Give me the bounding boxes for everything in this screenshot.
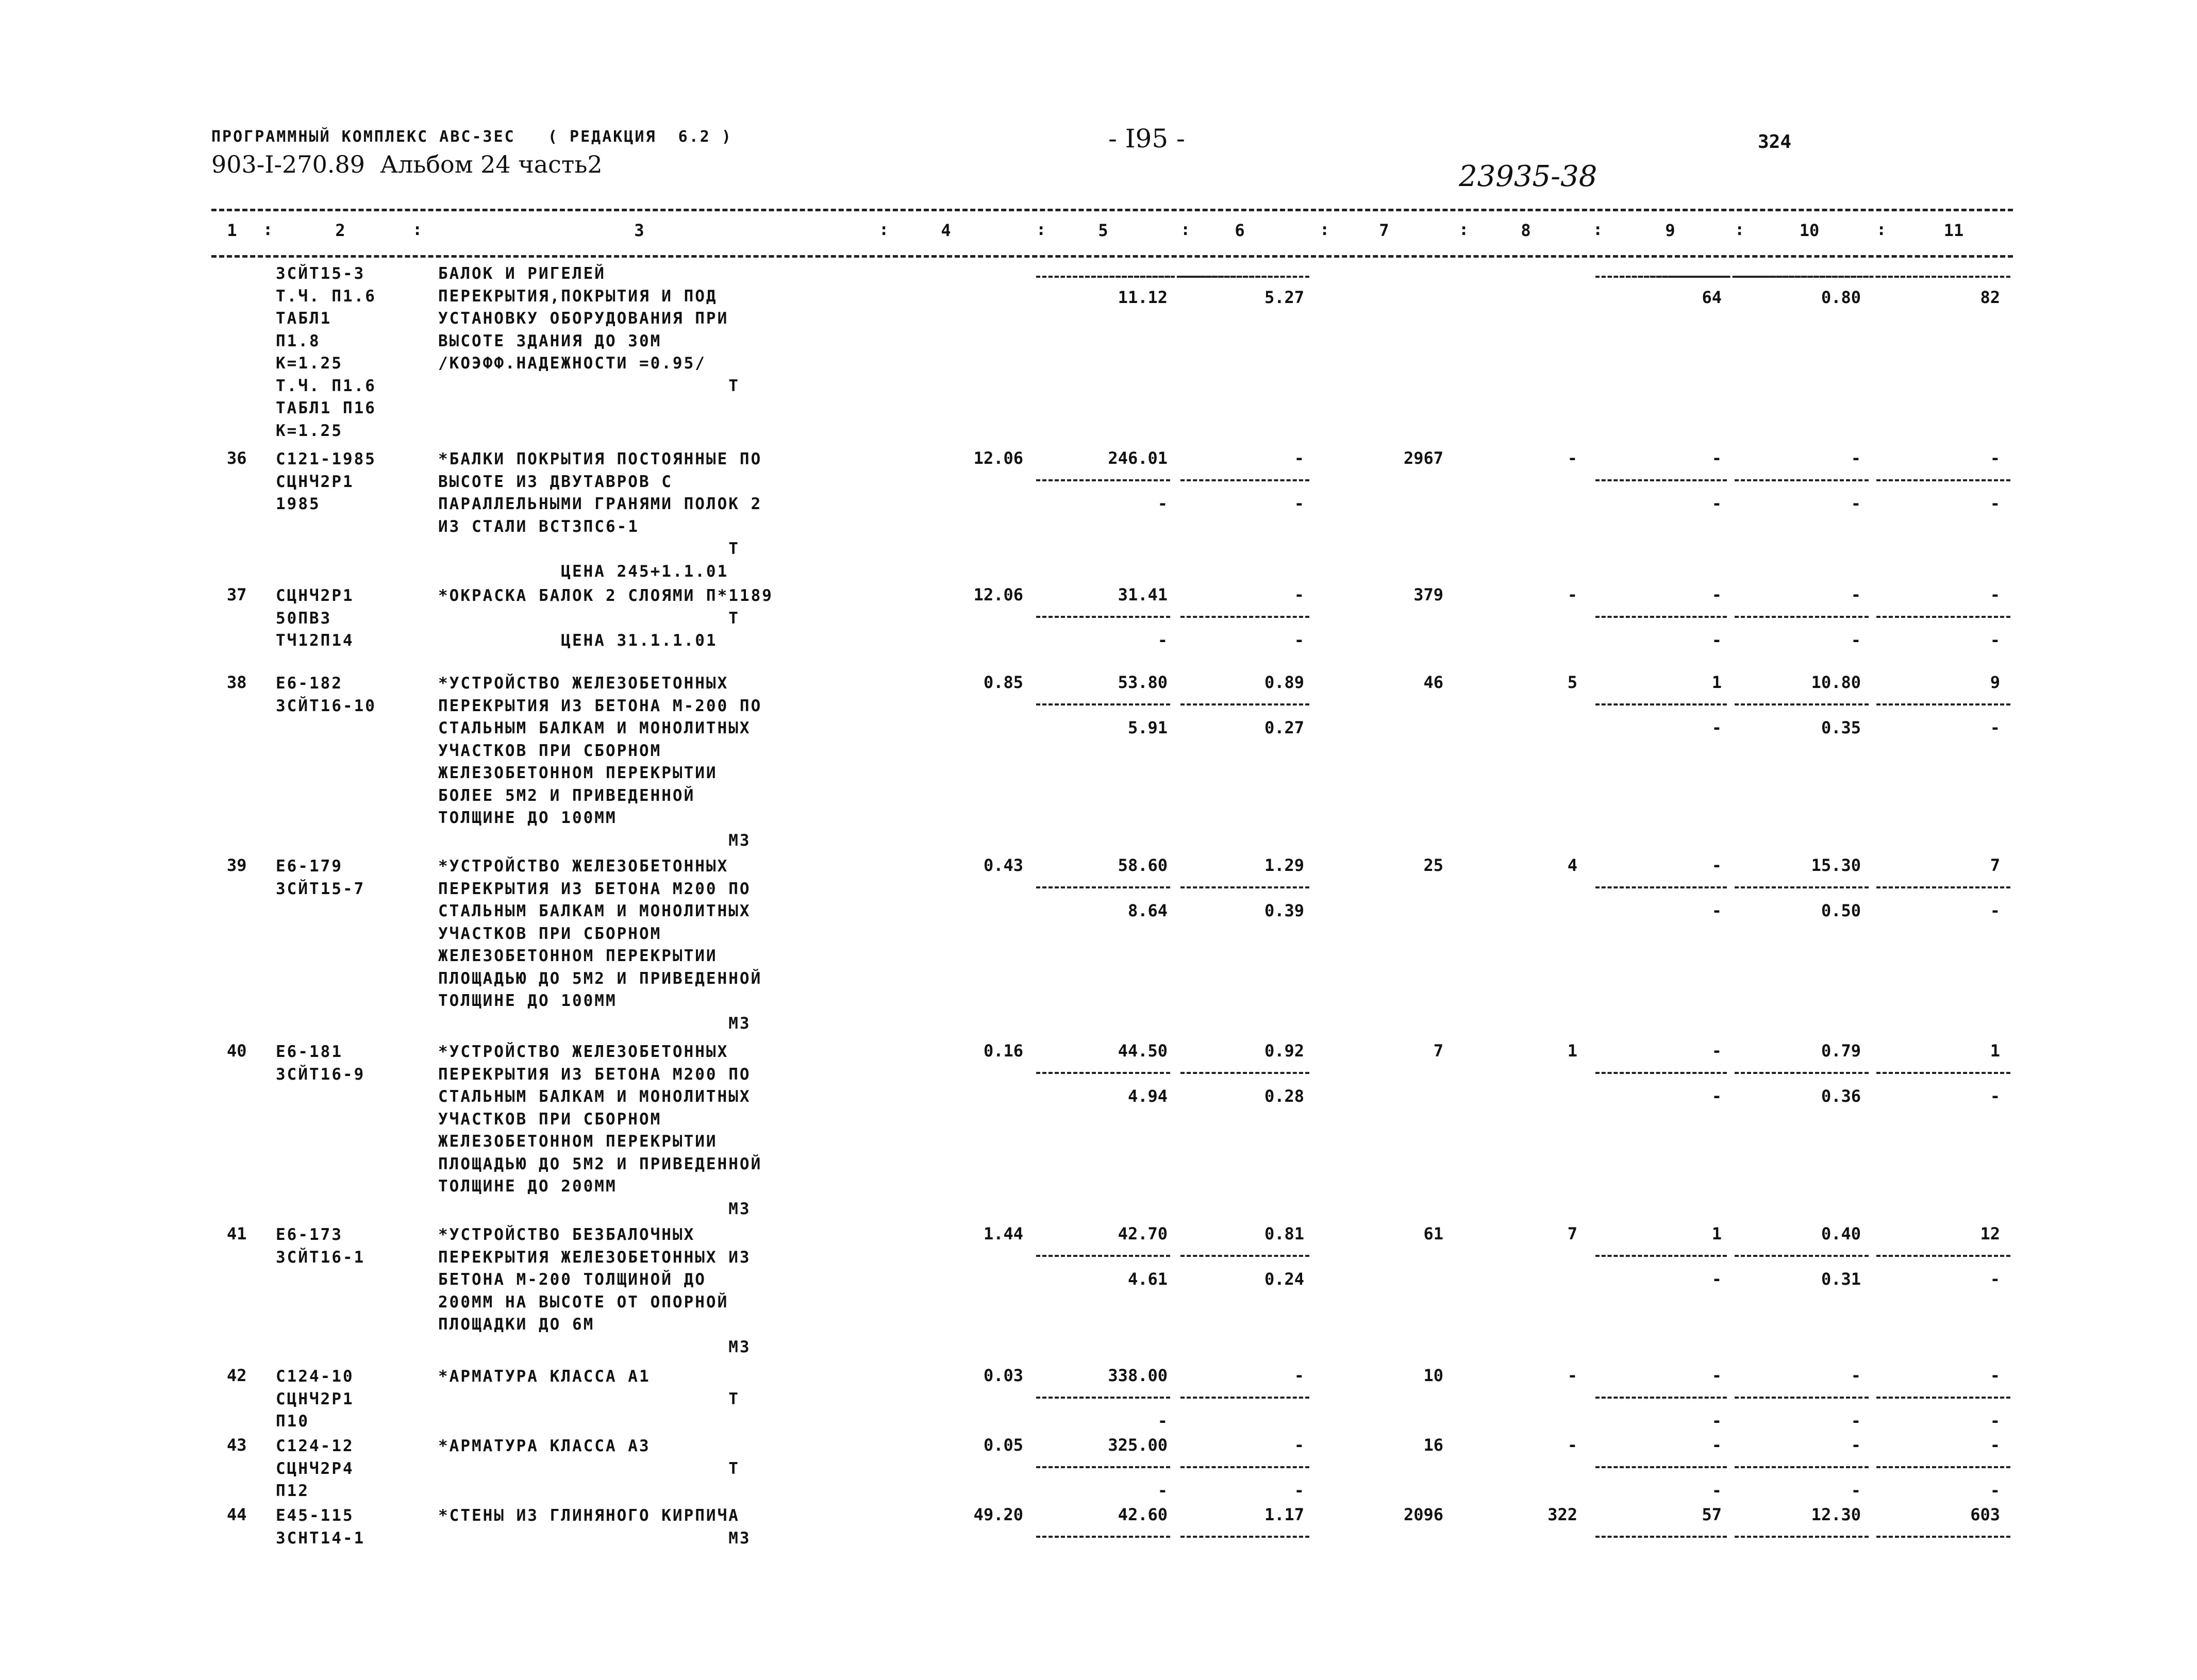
labor-machine-total-cell: - [1990, 630, 2000, 650]
labor-unit-cell: - [1851, 1366, 1861, 1385]
unit-cost-cell: 338.00 [1108, 1366, 1168, 1385]
column-number: 9 [1665, 221, 1675, 240]
machine-wages-total-cell: - [1711, 1411, 1722, 1431]
quantity-cell: 12.06 [973, 585, 1023, 604]
quantity-cell: 0.05 [983, 1435, 1023, 1455]
subtotal-rule [1595, 1466, 1727, 1468]
labor-total-cell: - [1990, 448, 2000, 468]
quantity-cell: 0.85 [983, 673, 1023, 692]
machine-wage-cell: 5.27 [1264, 288, 1304, 307]
column-separator: : [1320, 220, 1330, 239]
column-separator: : [879, 220, 889, 239]
column-number: 1 [227, 221, 237, 240]
machine-cost-cell: - [1294, 1435, 1304, 1455]
subtotal-rule [1735, 1466, 1869, 1468]
subtotal-rule [1876, 1466, 2010, 1468]
machine-total-cell: - [1711, 1435, 1722, 1455]
machine-total-cell: - [1711, 1041, 1722, 1061]
total-cost-cell: 2967 [1403, 448, 1443, 468]
row-number: 44 [227, 1505, 247, 1524]
machine-total-cell: 1 [1711, 1224, 1722, 1244]
machine-wages-total-cell: - [1711, 1269, 1722, 1289]
labor-machine-unit-cell: - [1851, 494, 1861, 513]
subtotal-rule [1595, 616, 1727, 618]
wages-cell: 4 [1567, 855, 1577, 875]
column-number: 7 [1379, 221, 1389, 240]
column-number: 8 [1521, 221, 1531, 240]
machine-cost-cell: - [1294, 585, 1304, 604]
total-cost-cell: 46 [1423, 673, 1443, 692]
work-description: *УСТРОЙСТВО ЖЕЛЕЗОБЕТОННЫХ ПЕРЕКРЫТИЯ ИЗ БЕТОНА М-200 ПО СТАЛЬНЫМ БАЛКАМ И МОНОЛИТНЫХ УЧАСТКОВ ПРИ СБОРНОМ ЖЕЛЕЗОБЕТОННОМ ПЕРЕКРЫТИИ БОЛЕЕ 5М2 И ПРИВЕДЕННОЙ ТОЛЩИНЕ ДО 100ММ М3 [438, 674, 762, 850]
album-title: 903-I-270.89 Альбом 24 часть2 [211, 150, 603, 178]
unit-wage-cell: 4.61 [1127, 1269, 1168, 1289]
rate-code: Е6-182 ЗСЙТ16-10 [276, 674, 376, 715]
subtotal-rule [1180, 1536, 1309, 1538]
wages-cell: 7 [1567, 1224, 1577, 1244]
labor-total-cell: 7 [1990, 855, 2000, 875]
rate-code: Е45-115 ЗСНТ14-1 [276, 1506, 365, 1548]
machine-cost-cell: 0.81 [1264, 1224, 1304, 1244]
subtotal-rule [1595, 479, 1727, 481]
total-cost-cell: 10 [1423, 1366, 1443, 1385]
work-description: БАЛОК И РИГЕЛЕЙ ПЕРЕКРЫТИЯ,ПОКРЫТИЯ И ПОД УСТАНОВКУ ОБОРУДОВАНИЯ ПРИ ВЫСОТЕ ЗДАНИЯ ДО 30М /КОЭФФ.НАДЕЖНОСТИ =0.95/ Т [438, 264, 740, 395]
subtotal-rule [1180, 1466, 1309, 1468]
quantity-cell: 0.03 [983, 1366, 1023, 1385]
work-description: *АРМАТУРА КЛАССА А3 Т [438, 1437, 740, 1478]
labor-machine-unit-cell: 0.80 [1821, 288, 1861, 307]
subtotal-rule [1876, 479, 2010, 481]
unit-cost-cell: 53.80 [1118, 673, 1168, 692]
labor-total-cell: 9 [1990, 673, 2000, 692]
subtotal-rule [1595, 1072, 1727, 1074]
labor-machine-total-cell: - [1990, 494, 2000, 513]
labor-unit-cell: 0.40 [1821, 1224, 1861, 1244]
quantity-cell: 12.06 [973, 448, 1023, 468]
machine-wages-total-cell: - [1711, 494, 1722, 513]
subtotal-rule [1180, 886, 1309, 888]
row-number: 38 [227, 673, 247, 692]
rate-code: С124-10 СЦНЧ2Р1 П10 [276, 1367, 354, 1431]
unit-cost-cell: 42.60 [1118, 1505, 1168, 1524]
labor-machine-total-cell: - [1990, 1269, 2000, 1289]
machine-wages-total-cell: - [1711, 1481, 1722, 1500]
rate-code: ЗСЙТ15-3 Т.Ч. П1.6 ТАБЛ1 П1.8 К=1.25 Т.Ч. П1.6 ТАБЛ1 П16 К=1.25 [276, 264, 376, 440]
machine-wage-cell: 0.24 [1264, 1269, 1304, 1289]
subtotal-rule [1735, 703, 1869, 705]
work-description: *УСТРОЙСТВО БЕЗБАЛОЧНЫХ ПЕРЕКРЫТИЯ ЖЕЛЕЗОБЕТОННЫХ ИЗ БЕТОНА М-200 ТОЛЩИНОЙ ДО 200ММ НА ВЫСОТЕ ОТ ОПОРНОЙ ПЛОЩАДКИ ДО 6М М3 [438, 1225, 751, 1356]
quantity-cell: 0.16 [983, 1041, 1023, 1061]
column-separator: : [1735, 220, 1745, 239]
machine-total-cell: - [1711, 855, 1722, 875]
subtotal-rule [1876, 1536, 2010, 1538]
column-separator: : [1876, 220, 1887, 239]
machine-wages-total-cell: 64 [1702, 288, 1722, 307]
column-number: 11 [1943, 221, 1964, 240]
table-header-rule [211, 255, 2013, 258]
total-cost-cell: 16 [1423, 1435, 1443, 1455]
rate-code: СЦНЧ2Р1 50ПВЗ ТЧ12П14 [276, 586, 354, 650]
quantity-cell: 0.43 [983, 855, 1023, 875]
column-number: 3 [634, 221, 644, 240]
rate-code: С121-1985 СЦНЧ2Р1 1985 [276, 450, 376, 513]
labor-unit-cell: 15.30 [1811, 855, 1861, 875]
labor-machine-total-cell: - [1990, 1086, 2000, 1106]
labor-total-cell: - [1990, 1366, 2000, 1385]
row-number: 39 [227, 855, 247, 875]
unit-cost-cell: 31.41 [1118, 585, 1168, 604]
subtotal-rule [1876, 1072, 2010, 1074]
subtotal-rule [1595, 703, 1727, 705]
labor-machine-unit-cell: - [1851, 630, 1861, 650]
total-cost-cell: 379 [1413, 585, 1443, 604]
subtotal-rule [1180, 1072, 1309, 1074]
column-number: 10 [1799, 221, 1820, 240]
column-separator: : [412, 220, 423, 239]
machine-wage-cell: 0.27 [1264, 718, 1304, 737]
machine-wages-total-cell: - [1711, 901, 1722, 920]
rate-code: С124-12 СЦНЧ2Р4 П12 [276, 1437, 354, 1500]
row-number: 37 [227, 585, 247, 604]
work-description: *УСТРОЙСТВО ЖЕЛЕЗОБЕТОННЫХ ПЕРЕКРЫТИЯ ИЗ БЕТОНА М200 ПО СТАЛЬНЫМ БАЛКАМ И МОНОЛИТНЫХ УЧАСТКОВ ПРИ СБОРНОМ ЖЕЛЕЗОБЕТОННОМ ПЕРЕКРЫТИИ ПЛОЩАДЬЮ ДО 5М2 И ПРИВЕДЕННОЙ ТОЛЩИНЕ ДО 100ММ М3 [438, 857, 762, 1033]
subtotal-rule [1180, 479, 1309, 481]
subtotal-rule [1180, 1397, 1309, 1399]
subtotal-rule [1595, 1397, 1727, 1399]
wages-cell: 5 [1567, 673, 1577, 692]
labor-machine-unit-cell: 0.36 [1821, 1086, 1861, 1106]
subtotal-rule [1876, 616, 2010, 618]
wages-cell: - [1567, 448, 1577, 468]
subtotal-rule [1735, 1536, 1869, 1538]
unit-wage-cell: 5.91 [1127, 718, 1168, 737]
row-number: 42 [227, 1366, 247, 1385]
column-number: 5 [1098, 221, 1108, 240]
sheet-number: 324 [1758, 131, 1792, 153]
unit-wage-cell: 11.12 [1118, 288, 1168, 307]
column-separator: : [1180, 220, 1191, 239]
subtotal-rule [1036, 479, 1170, 481]
labor-total-cell: 603 [1970, 1505, 2000, 1524]
labor-total-cell: - [1990, 1435, 2000, 1455]
subtotal-rule [1036, 1397, 1170, 1399]
rate-code: Е6-179 ЗСЙТ15-7 [276, 857, 365, 898]
table-top-rule [211, 209, 2013, 211]
unit-cost-cell: 42.70 [1118, 1224, 1168, 1244]
program-title: ПРОГРАММНЫЙ КОМПЛЕКС АВС-ЗЕС ( РЕДАКЦИЯ 6.2 ) [211, 128, 733, 146]
quantity-cell: 49.20 [973, 1505, 1023, 1524]
unit-cost-cell: 44.50 [1118, 1041, 1168, 1061]
labor-unit-cell: - [1851, 585, 1861, 604]
labor-machine-unit-cell: 0.50 [1821, 901, 1861, 920]
machine-wages-total-cell: - [1711, 1086, 1722, 1106]
quantity-cell: 1.44 [983, 1224, 1023, 1244]
rate-code: Е6-173 ЗСЙТ16-1 [276, 1225, 365, 1267]
machine-total-cell: - [1711, 1366, 1722, 1385]
column-number: 2 [335, 221, 345, 240]
total-cost-cell: 7 [1433, 1041, 1443, 1061]
labor-machine-total-cell: - [1990, 1481, 2000, 1500]
labor-machine-total-cell: - [1990, 901, 2000, 920]
row-number: 43 [227, 1435, 247, 1455]
machine-wage-cell: - [1294, 630, 1304, 650]
unit-wage-cell: - [1157, 1411, 1168, 1431]
unit-wage-cell: - [1157, 1481, 1168, 1500]
machine-cost-cell: 1.29 [1264, 855, 1304, 875]
column-separator: : [1036, 220, 1046, 239]
subtotal-rule [1180, 1255, 1309, 1257]
subtotal-rule [1595, 886, 1727, 888]
wages-cell: 322 [1547, 1505, 1577, 1524]
machine-cost-cell: 1.17 [1264, 1505, 1304, 1524]
subtotal-rule [1876, 703, 2010, 705]
wages-cell: - [1567, 1366, 1577, 1385]
unit-cost-cell: 325.00 [1108, 1435, 1168, 1455]
subtotal-rule [1735, 616, 1869, 618]
unit-wage-cell: 4.94 [1127, 1086, 1168, 1106]
machine-cost-cell: - [1294, 1366, 1304, 1385]
unit-cost-cell: 58.60 [1118, 855, 1168, 875]
subtotal-rule [1180, 616, 1309, 618]
wages-cell: 1 [1567, 1041, 1577, 1061]
labor-unit-cell: 10.80 [1811, 673, 1861, 692]
subtotal-rule [1595, 276, 2010, 278]
subtotal-rule [1180, 703, 1309, 705]
work-description: *ОКРАСКА БАЛОК 2 СЛОЯМИ П*1189 Т ЦЕНА 31.1.1.01 [438, 586, 773, 650]
labor-unit-cell: - [1851, 448, 1861, 468]
subtotal-rule [1036, 1255, 1170, 1257]
labor-machine-total-cell: - [1990, 718, 2000, 737]
machine-cost-cell: - [1294, 448, 1304, 468]
total-cost-cell: 2096 [1403, 1505, 1443, 1524]
subtotal-rule [1595, 1255, 1727, 1257]
work-description: *УСТРОЙСТВО ЖЕЛЕЗОБЕТОННЫХ ПЕРЕКРЫТИЯ ИЗ БЕТОНА М200 ПО СТАЛЬНЫМ БАЛКАМ И МОНОЛИТНЫХ УЧАСТКОВ ПРИ СБОРНОМ ЖЕЛЕЗОБЕТОННОМ ПЕРЕКРЫТИИ ПЛОЩАДЬЮ ДО 5М2 И ПРИВЕДЕННОЙ ТОЛЩИНЕ ДО 200ММ М3 [438, 1043, 762, 1218]
subtotal-rule [1036, 276, 1309, 278]
page-number: - I95 - [1108, 124, 1185, 154]
labor-machine-unit-cell: - [1851, 1481, 1861, 1500]
labor-unit-cell: 12.30 [1811, 1505, 1861, 1524]
column-separator: : [1593, 220, 1603, 239]
column-number: 4 [941, 221, 951, 240]
total-cost-cell: 25 [1423, 855, 1443, 875]
unit-wage-cell: - [1157, 494, 1168, 513]
row-number: 40 [227, 1041, 247, 1061]
row-number: 36 [227, 448, 247, 468]
subtotal-rule [1876, 1397, 2010, 1399]
machine-cost-cell: 0.89 [1264, 673, 1304, 692]
subtotal-rule [1036, 703, 1170, 705]
labor-total-cell: 12 [1980, 1224, 2000, 1244]
machine-cost-cell: 0.92 [1264, 1041, 1304, 1061]
machine-wages-total-cell: - [1711, 718, 1722, 737]
labor-machine-total-cell: - [1990, 1411, 2000, 1431]
wages-cell: - [1567, 585, 1577, 604]
machine-wage-cell: 0.39 [1264, 901, 1304, 920]
labor-total-cell: - [1990, 585, 2000, 604]
subtotal-rule [1876, 1255, 2010, 1257]
unit-wage-cell: 8.64 [1127, 901, 1168, 920]
machine-wage-cell: - [1294, 1481, 1304, 1500]
subtotal-rule [1036, 1466, 1170, 1468]
work-description: *БАЛКИ ПОКРЫТИЯ ПОСТОЯННЫЕ ПО ВЫСОТЕ ИЗ ДВУТАВРОВ С ПАРАЛЛЕЛЬНЫМИ ГРАНЯМИ ПОЛОК 2 ИЗ СТАЛИ ВСТ3ПС6-1 Т ЦЕНА 245+1.1.01 [438, 450, 762, 581]
labor-machine-total-cell: 82 [1980, 288, 2000, 307]
subtotal-rule [1735, 886, 1869, 888]
labor-unit-cell: - [1851, 1435, 1861, 1455]
column-separator: : [263, 220, 273, 239]
labor-unit-cell: 0.79 [1821, 1041, 1861, 1061]
machine-total-cell: 1 [1711, 673, 1722, 692]
labor-machine-unit-cell: - [1851, 1411, 1861, 1431]
subtotal-rule [1036, 1072, 1170, 1074]
subtotal-rule [1595, 1536, 1727, 1538]
labor-total-cell: 1 [1990, 1041, 2000, 1061]
subtotal-rule [1735, 1072, 1869, 1074]
wages-cell: - [1567, 1435, 1577, 1455]
work-description: *АРМАТУРА КЛАССА А1 Т [438, 1367, 740, 1408]
machine-wage-cell: - [1294, 494, 1304, 513]
labor-machine-unit-cell: 0.31 [1821, 1269, 1861, 1289]
document-code: 23935-38 [1459, 160, 1597, 193]
subtotal-rule [1735, 1255, 1869, 1257]
unit-cost-cell: 246.01 [1108, 448, 1168, 468]
machine-total-cell: - [1711, 448, 1722, 468]
subtotal-rule [1735, 1397, 1869, 1399]
rate-code: Е6-181 ЗСЙТ16-9 [276, 1043, 365, 1084]
unit-wage-cell: - [1157, 630, 1168, 650]
subtotal-rule [1036, 616, 1170, 618]
labor-machine-unit-cell: 0.35 [1821, 718, 1861, 737]
work-description: *СТЕНЫ ИЗ ГЛИНЯНОГО КИРПИЧА М3 [438, 1506, 751, 1548]
column-number: 6 [1235, 221, 1245, 240]
machine-total-cell: - [1711, 585, 1722, 604]
subtotal-rule [1876, 886, 2010, 888]
machine-wage-cell: 0.28 [1264, 1086, 1304, 1106]
machine-wages-total-cell: - [1711, 630, 1722, 650]
subtotal-rule [1735, 479, 1869, 481]
column-separator: : [1459, 220, 1469, 239]
subtotal-rule [1036, 886, 1170, 888]
machine-total-cell: 57 [1702, 1505, 1722, 1524]
row-number: 41 [227, 1224, 247, 1244]
subtotal-rule [1036, 1536, 1170, 1538]
total-cost-cell: 61 [1423, 1224, 1443, 1244]
